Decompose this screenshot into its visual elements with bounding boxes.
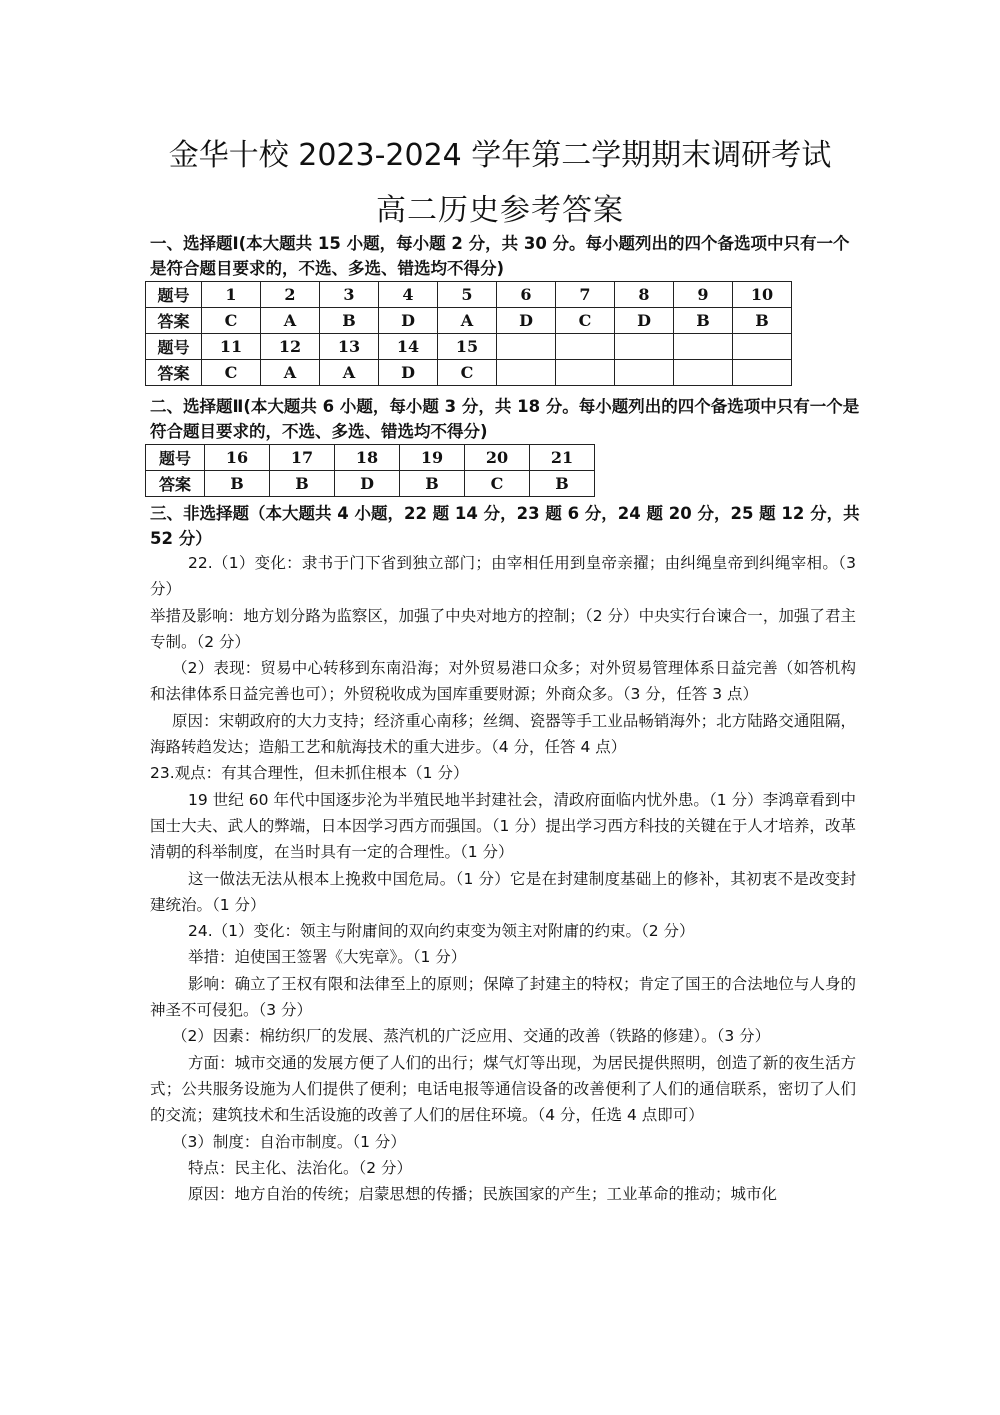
section3-heading: 三、非选择题（本大题共 4 小题，22 题 14 分，23 题 6 分，24 题 20 分，25 题 12 分，共 52 分） [150,504,860,548]
table-row [146,471,595,497]
question-number: 18 [335,445,400,471]
question-number: 9 [674,282,733,308]
answer-cell: C [438,360,497,386]
answer-cell: C [465,471,530,497]
table-row [146,282,792,308]
row-label-number: 题号 [146,445,205,471]
question-number: 15 [438,334,497,360]
question-number: 12 [261,334,320,360]
row-label-answer: 答案 [146,308,202,334]
row-label-number: 题号 [146,282,202,308]
section2-heading: 二、选择题Ⅱ(本大题共 6 小题，每小题 3 分，共 18 分。每小题列出的四个备选项中只有一个是符合题目要求的，不选、多选、错选均不得分) [150,397,860,441]
answer-explanations [150,550,856,1207]
answer-cell: D [615,308,674,334]
answer-cell: B [400,471,465,497]
section2-answer-table [145,444,595,497]
answer-cell: B [674,308,733,334]
empty-cell [615,360,674,386]
answer-paragraph: 举措：迫使国王签署《大宪章》。（1 分） [188,948,467,967]
question-number: 13 [320,334,379,360]
document-subtitle: 高二历史参考答案 [376,193,624,228]
answer-cell: B [205,471,270,497]
answer-paragraph: 原因：地方自治的传统；启蒙思想的传播；民族国家的产生；工业革命的推动；城市化 [188,1185,778,1204]
answer-cell: C [556,308,615,334]
question-number: 17 [270,445,335,471]
table-row [146,360,792,386]
answer-cell: C [202,360,261,386]
table-row [146,308,792,334]
document-title: 金华十校 2023-2024 学年第二学期期末调研考试 [168,138,832,173]
answer-cell: D [379,360,438,386]
empty-cell [615,334,674,360]
section1-heading: 一、选择题Ⅰ(本大题共 15 小题，每小题 2 分，共 30 分。每小题列出的四个备选项中只有一个是符合题目要求的，不选、多选、错选均不得分) [150,234,850,278]
question-number: 5 [438,282,497,308]
answer-paragraph: 22.（1）变化：隶书于门下省到独立部门；由宰相任用到皇帝亲擢；由纠绳皇帝到纠绳宰相。（3 分） [150,554,856,599]
answer-paragraph: 原因：宋朝政府的大力支持；经济重心南移；丝绸、瓷器等手工业品畅销海外；北方陆路交通阻隔，海路转趋发达；造船工艺和航海技术的重大进步。（4 分，任答 4 点） [150,711,856,757]
empty-cell [556,360,615,386]
empty-cell [674,360,733,386]
question-number: 16 [205,445,270,471]
answer-paragraph: （2）因素：棉纺织厂的发展、蒸汽机的广泛应用、交通的改善（铁路的修建）。（3 分） [172,1027,771,1046]
answer-cell: B [733,308,792,334]
answer-paragraph: 方面：城市交通的发展方便了人们的出行；煤气灯等出现，为居民提供照明，创造了新的夜生活方式；公共服务设施为人们提供了便利；电话电报等通信设备的改善便利了人们的通信联系，密切了人们的交流；建筑技术和生活设施的改善了人们的居住环境。（4 分，任选 4 点即可） [150,1053,856,1125]
answer-paragraph: （2）表现：贸易中心转移到东南沿海；对外贸易港口众多；对外贸易管理体系日益完善（如答机构和法律体系日益完善也可）；外贸税收成为国库重要财源；外商众多。（3 分，任答 3 点） [150,659,856,704]
answer-cell: B [530,471,595,497]
answer-paragraph: 这一做法无法从根本上挽救中国危局。（1 分）它是在封建制度基础上的修补，其初衷不是改变封建统治。（1 分） [150,869,856,914]
question-number: 3 [320,282,379,308]
answer-cell: A [320,360,379,386]
question-number: 4 [379,282,438,308]
answer-paragraph: 举措及影响：地方划分路为监察区，加强了中央对地方的控制；（2 分）中央实行台谏合一，加强了君主专制。（2 分） [150,606,856,651]
question-number: 21 [530,445,595,471]
answer-cell: C [202,308,261,334]
answer-cell: B [270,471,335,497]
empty-cell [733,334,792,360]
answer-paragraph: 特点：民主化、法治化。（2 分） [188,1158,413,1177]
row-label-number: 题号 [146,334,202,360]
empty-cell [497,360,556,386]
question-number: 1 [202,282,261,308]
question-number: 19 [400,445,465,471]
question-number: 20 [465,445,530,471]
answer-paragraph: 23.观点：有其合理性，但未抓住根本（1 分） [150,764,469,783]
answer-cell: A [438,308,497,334]
question-number: 11 [202,334,261,360]
answer-paragraph: 影响：确立了王权有限和法律至上的原则；保障了封建主的特权；肯定了国王的合法地位与人身的神圣不可侵犯。（3 分） [150,974,856,1020]
table-row [146,445,595,471]
question-number: 14 [379,334,438,360]
row-label-answer: 答案 [146,360,202,386]
empty-cell [556,334,615,360]
section1-answer-table [145,281,792,386]
question-number: 6 [497,282,556,308]
question-number: 10 [733,282,792,308]
answer-cell: A [261,360,320,386]
question-number: 8 [615,282,674,308]
question-number: 2 [261,282,320,308]
empty-cell [674,334,733,360]
answer-paragraph: 19 世纪 60 年代中国逐步沦为半殖民地半封建社会，清政府面临内忧外患。（1 分）李鸿章看到中国士大夫、武人的弊端，日本因学习西方而强国。（1 分）提出学习西方科技的关键在于人才培养，改革清朝的科举制度，在当时具有一定的合理性。（1 分） [150,790,856,862]
answer-paragraph: 24.（1）变化：领主与附庸间的双向约束变为领主对附庸的约束。（2 分） [188,922,695,941]
question-number: 7 [556,282,615,308]
answer-paragraph: （3）制度：自治市制度。（1 分） [172,1132,406,1151]
answer-cell: A [261,308,320,334]
row-label-answer: 答案 [146,471,205,497]
answer-cell: D [379,308,438,334]
empty-cell [497,334,556,360]
empty-cell [733,360,792,386]
answer-cell: D [335,471,400,497]
answer-cell: B [320,308,379,334]
answer-cell: D [497,308,556,334]
table-row [146,334,792,360]
